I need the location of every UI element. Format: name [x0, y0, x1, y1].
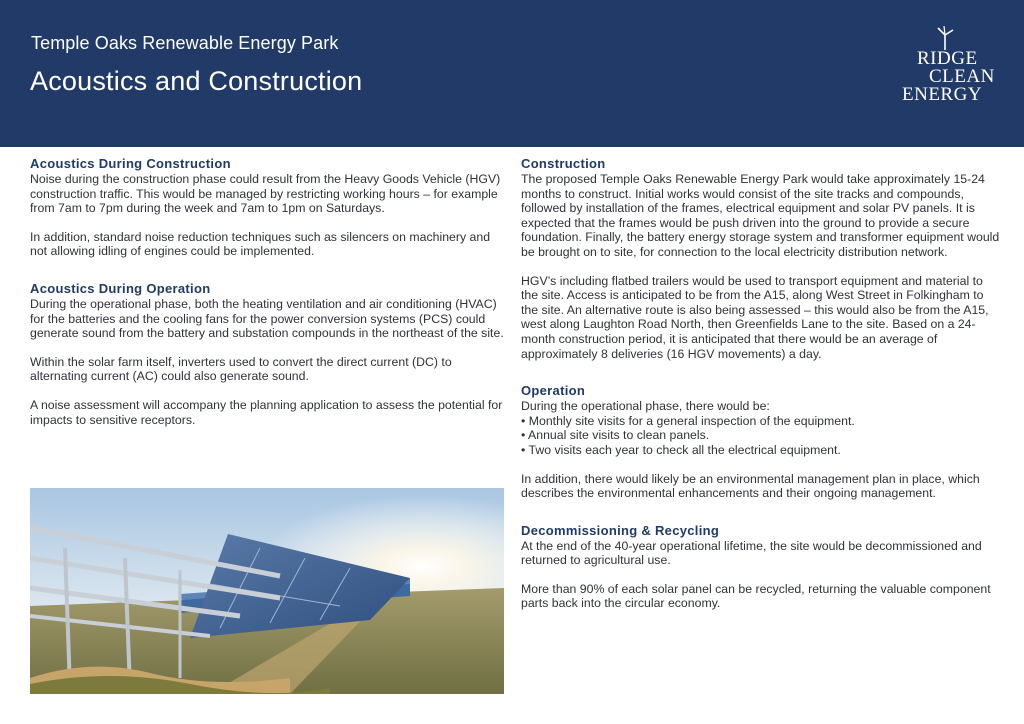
list-item: • Annual site visits to clean panels.	[521, 428, 1001, 443]
acoustics-operation-paragraph-3: A noise assessment will accompany the planning application to assess the potential for impacts to sensitive receptors.	[30, 397, 503, 427]
decommissioning-paragraph-2: More than 90% of each solar panel can be recycled, returning the valuable component parts back into the circular economy.	[521, 581, 991, 611]
ridge-clean-energy-logo	[895, 26, 995, 108]
page-title: Acoustics and Construction	[30, 66, 363, 96]
header-banner	[0, 0, 1024, 147]
list-item: • Two visits each year to check all the electrical equipment.	[521, 443, 1001, 458]
left-column	[30, 156, 506, 427]
wind-turbine-icon	[925, 26, 965, 50]
acoustics-operation-heading: Acoustics During Operation	[30, 280, 211, 296]
acoustics-construction-paragraph-1: Noise during the construction phase could result from the Heavy Goods Vehicle (HGV) construction traffic. This would be managed by restricting working hours – for example from 7am to 7pm during the week and 7am to 1pm on Saturdays.	[30, 172, 501, 216]
logo-line-energy: ENERGY	[902, 84, 983, 105]
construction-heading: Construction	[521, 156, 606, 171]
acoustics-construction-heading: Acoustics During Construction	[30, 156, 231, 171]
page-subtitle: Temple Oaks Renewable Energy Park	[31, 33, 339, 53]
operation-bullet-list	[521, 414, 1001, 458]
acoustics-operation-paragraph-1: During the operational phase, both the heating ventilation and air conditioning (HVAC) for the batteries and the cooling fans for the power conversion systems (PCS) could generate sound from the battery and substation compounds in the northeast of the site.	[30, 296, 504, 341]
construction-paragraph-1: The proposed Temple Oaks Renewable Energy Park would take approximately 15-24 months to construct. Initial works would consist of the site tracks and compounds, followed by installation of the frames, electrical equipment and solar PV panels. It is expected that the frames would be push driven into the ground to provide a secure foundation. Finally, the battery energy storage system and transformer equipment would be brought on to site, for connection to the local electricity distribution network.	[521, 172, 1000, 259]
operation-heading: Operation	[521, 383, 586, 399]
construction-paragraph-2: HGV’s including flatbed trailers would be used to transport equipment and material to the site. Access is anticipated to be from the A15, along West Street in Folkingham to the site. An alternative route is also being assessed – this would also be from the A15, west along Laughton Road North, then Greenfields Lane to the site. Based on a 24-month construction period, it is anticipated that there would be an average of approximately 8 deliveries (16 HGV movements) a day.	[521, 273, 989, 361]
operation-paragraph-2: In addition, there would likely be an environmental management plan in place, which describes the environmental enhancements and their ongoing management.	[521, 471, 980, 501]
logo-line-clean: CLEAN	[929, 66, 995, 87]
logo-line-ridge: RIDGE	[917, 48, 978, 69]
decommissioning-heading: Decommissioning & Recycling	[521, 522, 720, 538]
decommissioning-paragraph-1: At the end of the 40-year operational lifetime, the site would be decommissioned and returned to agricultural use.	[521, 538, 982, 568]
operation-intro: During the operational phase, there would be:	[521, 399, 770, 414]
right-column	[521, 156, 1001, 611]
list-item: • Monthly site visits for a general inspection of the equipment.	[521, 414, 1001, 429]
acoustics-construction-paragraph-2: In addition, standard noise reduction techniques such as silencers on machinery and not allowing idling of engines could be implemented.	[30, 229, 491, 259]
acoustics-operation-paragraph-2: Within the solar farm itself, inverters used to convert the direct current (DC) to alternating current (AC) could also generate sound.	[30, 354, 452, 384]
solar-panel-field-photo	[30, 488, 504, 694]
